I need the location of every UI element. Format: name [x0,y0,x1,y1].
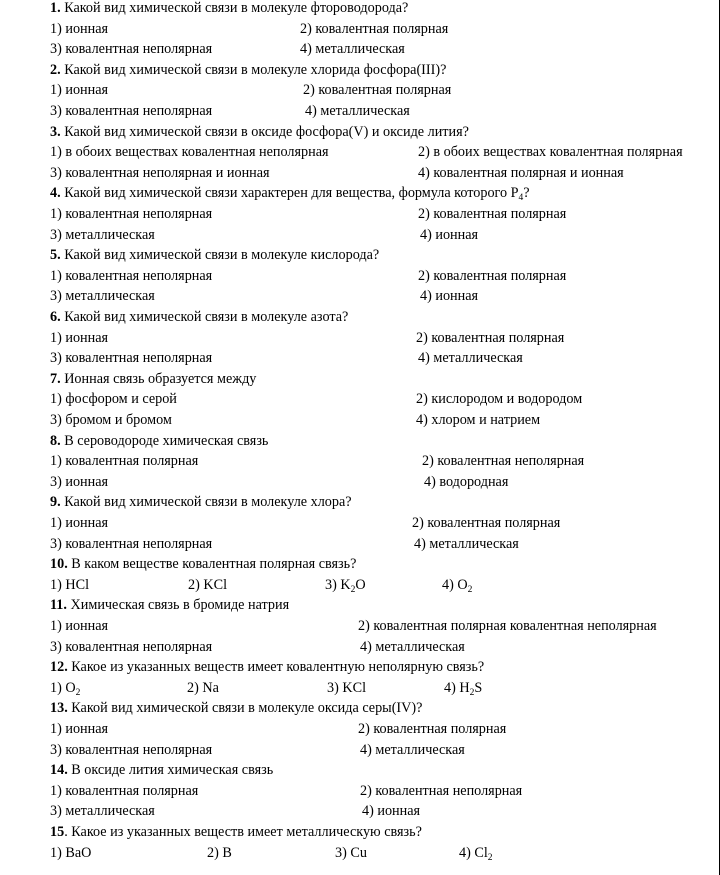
answer-option: 1) ионная [50,20,109,37]
answer-option: 1) ионная [50,618,109,634]
question-13 [50,700,422,717]
answer-option: 2) в обоих веществах ковалентная полярная [418,144,683,161]
answer-option: 4) $O_2$ [442,576,473,595]
answer-option: 4) ионная [420,226,479,243]
question-10 [50,556,356,573]
answer-option: 3) металлическая [50,288,155,305]
question-number: 2. [50,61,61,78]
question-number: 14. [50,762,68,779]
answer-option: 4) ионная [362,803,421,820]
answer-option: 2) кислородом и водородом [416,391,583,408]
answer-option: 2) ковалентная полярная [300,20,449,37]
question-number: 9. [50,494,61,511]
answer-option: 1) фосфором и серой [50,391,177,408]
answer-option: 4) ионная [420,288,479,305]
answer-option: 1) ионная [50,82,109,99]
question-text: Какой вид химической связи в молекуле азота? [60,309,349,325]
question-5 [50,247,379,264]
question-number: 1. [50,0,61,16]
answer-option: 4) водородная [424,473,509,490]
answer-option: 2) ковалентная неполярная [360,782,523,799]
question-4 [50,185,530,202]
answer-option: 3) ковалентная неполярная и ионная [50,164,270,181]
answer-option: 2) ковалентная полярная [303,82,452,99]
answer-option: 1) ковалентная полярная [50,782,199,799]
answer-option: 4) металлическая [360,638,465,655]
answer-option: 1) BaO [50,844,92,861]
question-text: Какой вид химической связи в молекуле фтороводорода? [60,0,409,16]
question-text: Какой вид химической связи в молекуле хлорида фосфора(III)? [60,61,447,78]
question-14 [50,762,273,779]
answer-option: 2) ковалентная полярная [412,515,561,531]
answer-option: 1) ионная [50,721,109,737]
answer-option: 1) $O_2$ [50,679,81,698]
answer-option: 1) ковалентная неполярная [50,206,213,222]
answer-option: 3) ковалентная неполярная [50,350,213,367]
answer-option: 3) ионная [50,473,109,490]
answer-option: 4) металлическая [418,350,523,367]
question-11 [50,597,289,614]
question-number: 13. [50,700,68,717]
answer-option: 2) Na [187,679,219,696]
question-number: 6. [50,309,61,325]
question-number: 12. [50,659,68,676]
question-6 [50,309,348,326]
answer-option: 3) ковалентная неполярная [50,741,213,758]
answer-option: 4) металлическая [414,535,519,552]
question-number: 8. [50,432,61,449]
question-3 [50,124,469,141]
answer-option: 1) ковалентная полярная [50,453,199,470]
question-text: В оксиде лития химическая связь [67,762,274,779]
question-9 [50,494,352,511]
answer-option: 2) ковалентная полярная [358,721,507,737]
question-text: Какой вид химической связи в оксиде фосфора(V) и оксиде лития? [60,123,469,140]
answer-option: 1) ионная [50,329,109,346]
answer-option: 3) ковалентная неполярная [50,638,213,655]
answer-option: 1) ковалентная неполярная [50,267,213,284]
answer-option: 2) ковалентная неполярная [422,453,585,470]
answer-option: 2) ковалентная полярная [418,206,567,222]
question-15 [50,824,422,841]
answer-option: 1) в обоих веществах ковалентная неполярная [50,144,329,161]
answer-option: 2) ковалентная полярная ковалентная неполярная [358,618,657,634]
question-text: Химическая связь в бромиде натрия [66,597,290,614]
answer-option: 4) $H_2S$ [444,679,483,698]
question-text: Какое из указанных веществ имеет ковалентную неполярную связь? [67,659,485,676]
answer-option: 4) металлическая [305,103,410,119]
answer-option: 3) KCl [327,679,367,696]
question-12 [50,659,484,676]
answer-option: 3) бромом и бромом [50,412,172,428]
answer-option: 4) металлическая [300,41,405,58]
answer-option: 2) ковалентная полярная [418,267,567,284]
question-number: 10. [50,556,68,573]
question-number: 4. [50,185,61,202]
answer-option: 2) B [207,844,232,861]
answer-option: 4) $Cl_2$ [459,844,493,863]
question-text: В сероводороде химическая связь [60,432,269,449]
answer-option: 3) Cu [335,844,367,861]
answer-option: 3) ковалентная неполярная [50,103,213,119]
answer-option: 2) ковалентная полярная [416,329,565,346]
question-text: Какой вид химической связи характерен для вещества, формула которого $P_4$? [60,185,530,204]
question-number: 5. [50,247,61,264]
answer-option: 3) ковалентная неполярная [50,41,213,58]
answer-option: 3) $K_2O$ [325,576,366,595]
question-text: Какой вид химической связи в молекуле хлора? [60,494,352,511]
answer-option: 3) ковалентная неполярная [50,535,213,552]
answer-option: 2) KCl [188,576,228,593]
answer-option: 1) HCl [50,576,90,593]
question-number: 11. [50,597,67,614]
question-text: В каком веществе ковалентная полярная связь? [67,556,357,573]
answer-option: 4) металлическая [360,741,465,758]
answer-option: 3) металлическая [50,226,155,243]
answer-option: 1) ионная [50,515,109,531]
question-2 [50,62,446,79]
question-8 [50,433,268,450]
question-number: 7. [50,370,61,387]
question-text: Какой вид химической связи в молекуле кислорода? [60,247,380,264]
question-text: Ионная связь образуется между [60,370,257,387]
question-7 [50,371,256,388]
question-text: Какой вид химической связи в молекуле оксида серы(IV)? [67,700,423,717]
question-1 [50,0,408,17]
answer-option: 3) металлическая [50,803,155,820]
answer-option: 4) хлором и натрием [416,412,541,428]
question-text: . Какое из указанных веществ имеет металлическую связь? [64,824,422,840]
answer-option: 4) ковалентная полярная и ионная [418,164,624,181]
question-number: 3. [50,123,61,140]
question-number: 15 [50,824,65,840]
